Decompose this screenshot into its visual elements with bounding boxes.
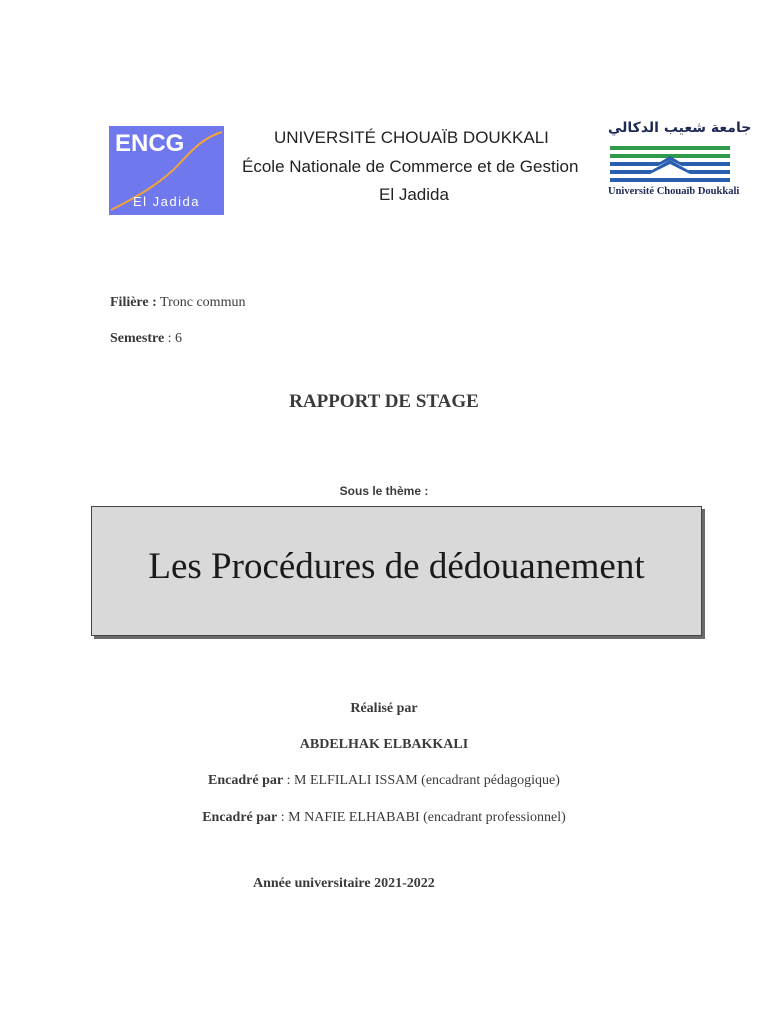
theme-label: Sous le thème : [339,484,429,498]
semestre-label: Semestre [110,331,165,346]
author-name: ABDELHAK ELBAKKALI [299,737,469,752]
report-type-heading: RAPPORT DE STAGE [289,391,479,412]
supervisor-line-2 [0,810,768,826]
city-name: El Jadida [379,185,449,204]
ucd-logo-latin-text: Université Chouaïb Doukkali [608,186,740,197]
supervisor-value: : M ELFILALI ISSAM (encadrant pédagogique) [283,773,560,788]
ucd-stripes-icon [608,144,732,184]
school-name: École Nationale de Commerce et de Gestion [242,157,579,176]
ucd-logo-arabic-text: جامعة شعيب الدكالي [608,120,752,136]
filiere-value: Tronc commun [156,295,246,310]
supervisor-value: : M NAFIE ELHABABI (encadrant professionnel) [277,810,566,825]
academic-year: Année universitaire 2021-2022 [253,876,435,891]
ucd-logo [608,120,752,204]
supervisor-label: Encadré par [208,773,284,788]
title-box [91,506,702,636]
semestre-line [110,331,182,347]
semestre-value: : 6 [164,331,183,346]
report-title: Les Procédures de dédouanement [148,546,645,587]
university-name: UNIVERSITÉ CHOUAÏB DOUKKALI [274,128,549,147]
supervisor-label: Encadré par [202,810,278,825]
filiere-line [110,295,245,311]
encg-logo [109,126,224,215]
encg-logo-sub-text: El Jadida [133,194,200,209]
realise-label: Réalisé par [350,701,418,716]
encg-logo-main-text: ENCG [115,130,185,157]
supervisor-line-1 [0,773,768,789]
filiere-label: Filière : [110,295,157,310]
